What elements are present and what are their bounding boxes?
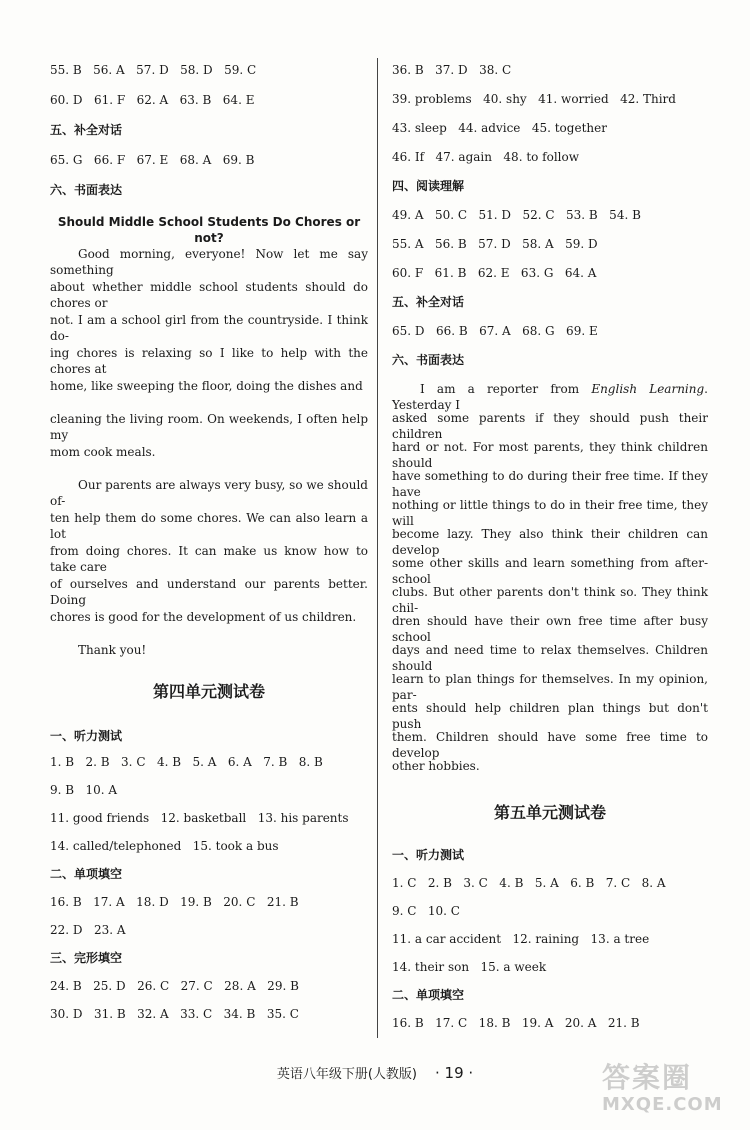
answer-line: 14. their son 15. a week bbox=[392, 960, 547, 974]
answer-line: 11. a car accident 12. raining 13. a tree bbox=[392, 932, 650, 946]
answer-line: 39. problems 40. shy 41. worried 42. Third bbox=[392, 92, 676, 106]
essay-line: of ourselves and understand our parents better. Doing bbox=[50, 577, 368, 607]
section-heading: 六、书面表达 bbox=[50, 183, 123, 197]
page-number: · 19 · bbox=[434, 1064, 474, 1082]
watermark-text: 答案圈 bbox=[602, 1061, 693, 1094]
essay-line: Our parents are always very busy, so we should of- bbox=[50, 478, 368, 508]
section-heading: 三、完形填空 bbox=[50, 951, 123, 965]
essay-line: home, like sweeping the floor, doing the dishes and bbox=[50, 379, 363, 393]
answer-line: 36. B 37. D 38. C bbox=[392, 63, 512, 77]
book-title: 英语八年级下册(人教版) bbox=[276, 1067, 417, 1082]
answer-line: 16. B 17. C 18. B 19. A 20. A 21. B bbox=[392, 1016, 640, 1030]
answer-line: 16. B 17. A 18. D 19. B 20. C 21. B bbox=[50, 895, 299, 909]
answer-line: 14. called/telephoned 15. took a bus bbox=[50, 839, 279, 853]
section-heading: 五、补全对话 bbox=[392, 295, 465, 309]
answer-line: 60. D 61. F 62. A 63. B 64. E bbox=[50, 93, 255, 107]
column-divider bbox=[377, 58, 378, 1038]
answer-line: 9. B 10. A bbox=[50, 783, 118, 797]
watermark-logo bbox=[602, 1062, 742, 1124]
essay-line: nothing or little things to do in their free time, they will bbox=[392, 498, 708, 528]
essay-line: clubs. But other parents don't think so. They think chil- bbox=[392, 585, 708, 615]
answer-line: 22. D 23. A bbox=[50, 923, 126, 937]
section-heading: 二、单项填空 bbox=[392, 988, 465, 1002]
answer-line: 49. A 50. C 51. D 52. C 53. B 54. B bbox=[392, 208, 641, 222]
answer-line: 46. If 47. again 48. to follow bbox=[392, 150, 580, 164]
essay-line: asked some parents if they should push their children bbox=[392, 411, 708, 441]
essay-line: cleaning the living room. On weekends, I often help my bbox=[50, 412, 368, 442]
section-heading: 五、补全对话 bbox=[50, 123, 123, 137]
answer-line: 55. B 56. A 57. D 58. D 59. C bbox=[50, 63, 257, 77]
essay-line: days and need time to relax themselves. Children should bbox=[392, 643, 708, 673]
answer-line: 11. good friends 12. basketball 13. his parents bbox=[50, 811, 349, 825]
answer-line: 1. B 2. B 3. C 4. B 5. A 6. A 7. B 8. B bbox=[50, 755, 323, 769]
answer-line: 30. D 31. B 32. A 33. C 34. B 35. C bbox=[50, 1007, 299, 1021]
essay-line: hard or not. For most parents, they think children should bbox=[392, 440, 708, 470]
watermark-url: MXQE.COM bbox=[602, 1094, 723, 1115]
section-heading: 二、单项填空 bbox=[50, 867, 123, 881]
answer-line: 1. C 2. B 3. C 4. B 5. A 6. B 7. C 8. A bbox=[392, 876, 666, 890]
section-heading: 一、听力测试 bbox=[392, 848, 465, 862]
section-heading: 六、书面表达 bbox=[392, 353, 465, 367]
answer-line: 43. sleep 44. advice 45. together bbox=[392, 121, 607, 135]
essay-text: . Yesterday I bbox=[392, 382, 708, 412]
essay-line: dren should have their own free time after busy school bbox=[392, 614, 708, 644]
essay-line: other hobbies. bbox=[392, 759, 480, 773]
essay-line: from doing chores. It can make us know how to take care bbox=[50, 544, 368, 574]
left-column bbox=[50, 62, 368, 1034]
essay-line: some other skills and learn something from after-school bbox=[392, 556, 708, 586]
right-column bbox=[392, 62, 708, 1043]
magazine-name: English Learning bbox=[591, 382, 705, 396]
essay-line: ing chores is relaxing so I like to help with the chores at bbox=[50, 346, 368, 376]
essay-line: about whether middle school students should do chores or bbox=[50, 280, 368, 310]
answer-line: 60. F 61. B 62. E 63. G 64. A bbox=[392, 266, 597, 280]
answer-line: 65. G 66. F 67. E 68. A 69. B bbox=[50, 153, 255, 167]
unit-title: 第五单元测试卷 bbox=[493, 803, 606, 822]
essay-line: Good morning, everyone! Now let me say something bbox=[50, 247, 368, 277]
unit-title: 第四单元测试卷 bbox=[152, 682, 265, 701]
section-heading: 四、阅读理解 bbox=[392, 179, 465, 193]
essay-title: Should Middle School Students Do Chores or not? bbox=[57, 215, 361, 245]
essay-line: mom cook meals. bbox=[50, 445, 156, 459]
answer-line: 9. C 10. C bbox=[392, 904, 460, 918]
essay-line: become lazy. They also think their children can develop bbox=[392, 527, 708, 557]
section-heading: 一、听力测试 bbox=[50, 729, 123, 743]
essay-line: ents should help children plan things but don't push bbox=[392, 701, 708, 731]
essay-line: chores is good for the development of us children. bbox=[50, 610, 357, 624]
essay-text: I am a reporter from bbox=[420, 382, 580, 396]
essay-line: learn to plan things for themselves. In my opinion, par- bbox=[392, 672, 708, 702]
essay-line bbox=[392, 381, 708, 410]
essay-line: them. Children should have some free time to develop bbox=[392, 730, 708, 760]
essay-line: have something to do during their free time. If they have bbox=[392, 469, 708, 499]
essay-line: Thank you! bbox=[78, 643, 147, 657]
essay-line: ten help them do some chores. We can also learn a lot bbox=[50, 511, 368, 541]
essay-line: not. I am a school girl from the countryside. I think do- bbox=[50, 313, 368, 343]
answer-line: 24. B 25. D 26. C 27. C 28. A 29. B bbox=[50, 979, 299, 993]
answer-line: 65. D 66. B 67. A 68. G 69. E bbox=[392, 324, 598, 338]
answer-line: 55. A 56. B 57. D 58. A 59. D bbox=[392, 237, 598, 251]
